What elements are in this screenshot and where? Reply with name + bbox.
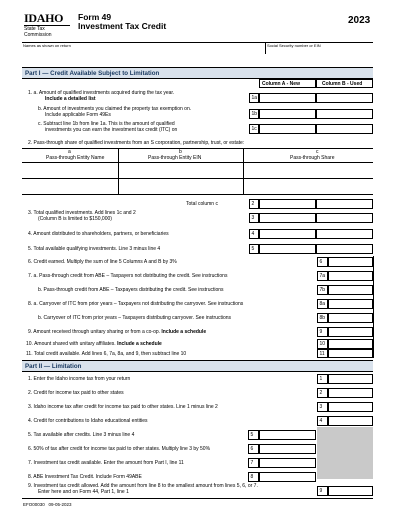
- p2-line3-num: 3: [317, 402, 328, 412]
- line8a-num: 8a: [317, 299, 328, 309]
- footer-code: EFO00030 09-05-2023: [23, 502, 72, 507]
- line2-col-a[interactable]: [259, 199, 316, 209]
- p2-line4-amount[interactable]: [328, 416, 373, 426]
- p2-line3-amount[interactable]: [328, 402, 373, 412]
- line4-num: 4: [249, 229, 259, 239]
- ssn-label: Social Security number or EIN: [267, 43, 321, 48]
- line4-label: 4. Amount distributed to shareholders, partners, or beneficiaries: [28, 231, 169, 237]
- line11-num: 11: [317, 349, 328, 358]
- line1c-col-a[interactable]: [259, 124, 316, 134]
- p2-line7-label: 7. Investment tax credit available. Enter the amount from Part I, line 11: [28, 460, 184, 466]
- line3-col-b[interactable]: [316, 213, 373, 223]
- p2-line1-label: 1. Enter the Idaho income tax from your return: [28, 376, 131, 382]
- col-a-header: Column A - New: [262, 81, 300, 87]
- line2-num: 2: [249, 199, 259, 209]
- line11-amount[interactable]: [328, 349, 373, 358]
- tbl-col-c-title: Pass-through Share: [290, 155, 335, 161]
- line1c-num: 1c: [249, 124, 259, 134]
- p2-line4-num: 4: [317, 416, 328, 426]
- line6-amount[interactable]: [328, 257, 373, 267]
- line11-label: 11. Total credit available. Add lines 6, 7a, 8a, and 9, then subtract line 10: [26, 351, 187, 357]
- p2-line2-num: 2: [317, 388, 328, 398]
- p2-line9-amount[interactable]: [328, 486, 373, 496]
- col-b-header: Column B - Used: [322, 81, 363, 87]
- tbl-row-2[interactable]: [22, 178, 373, 194]
- p2-line6-label: 6. 50% of tax after credit for income tax paid to other states. Multiply line 3 by 50%: [28, 446, 211, 452]
- line1b-col-b[interactable]: [316, 109, 373, 119]
- line2-col-b[interactable]: [316, 199, 373, 209]
- line3-num: 3: [249, 213, 259, 223]
- line1c-label: c. Subtract line 1b from line 1a. This is the amount of qualified: [38, 121, 175, 127]
- line10-num: 10: [317, 339, 328, 349]
- p2-line9-label: 9. Investment tax credit allowed. Add the amount from line 8 to the smallest amount from lines 5, 6, or 7.: [28, 483, 258, 489]
- p2-line1-amount[interactable]: [328, 374, 373, 384]
- tbl-row-1[interactable]: [22, 162, 373, 178]
- line1b-label2: Include applicable Form 49Es: [45, 112, 111, 118]
- line7a-label: 7. a. Pass-through credit from ABE – Taxpayers not distributing the credit. See instructions: [28, 273, 228, 279]
- line4-col-a[interactable]: [259, 229, 316, 239]
- names-label: Names as shown on return: [23, 43, 71, 48]
- tbl-col-b: b: [179, 149, 182, 155]
- total-column-c-label: Total column c: [186, 201, 218, 207]
- line1a-label: 1. a. Amount of qualified investments acquired during the tax year.: [28, 90, 175, 96]
- part2-title: Part II — Limitation: [25, 362, 82, 370]
- part1-title: Part I — Credit Available Subject to Limitation: [25, 69, 160, 77]
- line7b-num: 7b: [317, 285, 328, 295]
- tbl-col-a-title: Pass-through Entity Name: [46, 155, 105, 161]
- line1a-bold: Include a detailed list: [45, 96, 96, 102]
- line1c-col-b[interactable]: [316, 124, 373, 134]
- p2-line8-num: 8: [248, 472, 259, 482]
- line6-label: 6. Credit earned. Multiply the sum of line 5 Columns A and B by 3%: [28, 259, 177, 265]
- line1b-num: 1b: [249, 109, 259, 119]
- line5-col-a[interactable]: [259, 244, 316, 254]
- form-number: Form 49: [78, 12, 112, 22]
- line8b-num: 8b: [317, 313, 328, 323]
- line1a-col-a[interactable]: [259, 93, 316, 103]
- line8b-label: b. Carryover of ITC from prior years – Taxpayers distributing carryover. See instructions: [38, 315, 232, 321]
- p2-line7-num: 7: [248, 458, 259, 468]
- line10-amount[interactable]: [328, 339, 373, 349]
- part2-header: [22, 360, 373, 372]
- line9-amount[interactable]: [328, 327, 373, 337]
- p2-line2-label: 2. Credit for income tax paid to other states: [28, 390, 124, 396]
- line10-label: 10. Amount shared with unitary affiliates. Include a schedule: [26, 341, 162, 347]
- tbl-col-c: c: [316, 149, 319, 155]
- part1-header: [22, 67, 373, 79]
- line1a-col-b[interactable]: [316, 93, 373, 103]
- line8b-amount[interactable]: [328, 313, 373, 323]
- line2-label: 2. Pass-through share of qualified investments from an S corporation, partnership, trust, or estate:: [28, 140, 245, 146]
- line1b-col-a[interactable]: [259, 109, 316, 119]
- line5-col-b[interactable]: [316, 244, 373, 254]
- tbl-col-a: a: [68, 149, 71, 155]
- line9-num: 9: [317, 327, 328, 337]
- line7b-label: b. Pass-through credit from ABE – Taxpayers distributing the credit. See instructions: [38, 287, 224, 293]
- tax-year: 2023: [348, 15, 371, 26]
- p2-line6-amount[interactable]: [259, 444, 316, 454]
- p2-line8-amount[interactable]: [259, 472, 316, 482]
- idaho-logo: [24, 11, 70, 38]
- p2-line5-amount[interactable]: [259, 430, 316, 440]
- line8a-label: 8. a. Carryover of ITC from prior years – Taxpayers not distributing the carryover. See instructions: [28, 301, 244, 307]
- p2-line9-label2: Enter here and on Form 44, Part 1, line 1: [38, 489, 129, 495]
- logo-word: IDAHO: [24, 11, 64, 25]
- line5-num: 5: [249, 244, 259, 254]
- p2-line4-label: 4. Credit for contributions to Idaho educational entities: [28, 418, 148, 424]
- p2-line5-num: 5: [248, 430, 259, 440]
- line7a-num: 7a: [317, 271, 328, 281]
- p2-line8-label: 8. ABE Investment Tax Credit. Include Form 49ABE: [28, 474, 142, 480]
- line3-label: 3. Total qualified investments. Add lines 1c and 2: [28, 210, 136, 216]
- p2-line9-num: 9: [317, 486, 328, 496]
- tbl-col-b-title: Pass-through Entity EIN: [148, 155, 202, 161]
- logo-sub: State Tax Commission: [24, 25, 70, 38]
- ssn-field[interactable]: [266, 48, 373, 54]
- line1c-label2: investments you can earn the investment tax credit (ITC) on: [45, 127, 178, 133]
- p2-line2-amount[interactable]: [328, 388, 373, 398]
- line9-label: 9. Amount received through unitary sharing or from a co-op. Include a schedule: [28, 329, 207, 335]
- line3-label2: (Column B is limited to $150,000): [38, 216, 112, 222]
- shaded-area: [317, 427, 373, 479]
- line4-col-b[interactable]: [316, 229, 373, 239]
- line6-num: 6: [317, 257, 328, 267]
- line3-col-a[interactable]: [259, 213, 316, 223]
- p2-line6-num: 6: [248, 444, 259, 454]
- line7b-amount[interactable]: [328, 285, 373, 295]
- p2-line3-label: 3. Idaho income tax after credit for income tax paid to other states. Line 1 minus line 2: [28, 404, 218, 410]
- line5-label: 5. Total available qualifying investments. Line 3 minus line 4: [28, 246, 161, 252]
- form-title: Investment Tax Credit: [78, 21, 167, 31]
- p2-line5-label: 5. Tax available after credits. Line 3 minus line 4: [28, 432, 135, 438]
- names-field[interactable]: [22, 48, 264, 54]
- p2-line1-num: 1: [317, 374, 328, 384]
- line1b-label: b. Amount of investments you claimed the property tax exemption on.: [38, 106, 192, 112]
- line7a-amount[interactable]: [328, 271, 373, 281]
- p2-line7-amount[interactable]: [259, 458, 316, 468]
- line1a-num: 1a: [249, 93, 259, 103]
- line8a-amount[interactable]: [328, 299, 373, 309]
